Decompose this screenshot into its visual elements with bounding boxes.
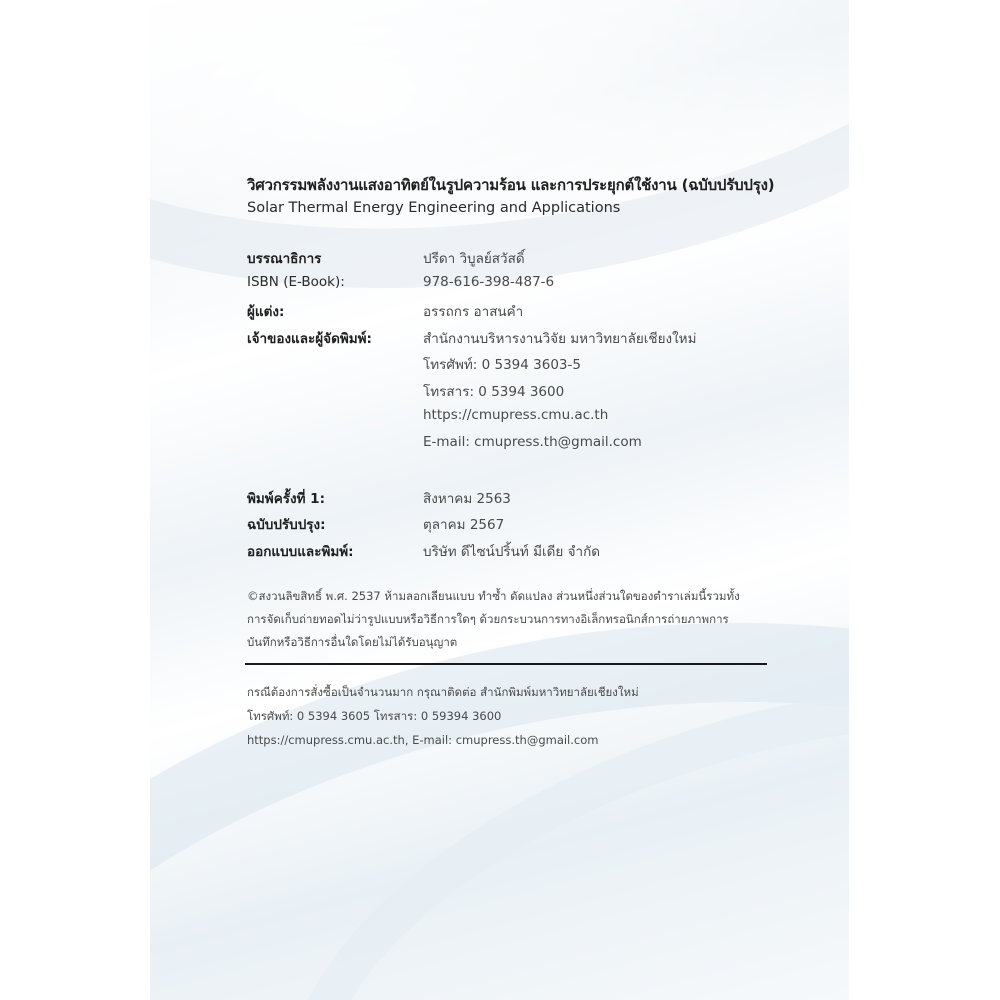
book-page: [150, 0, 849, 1000]
author-label: ผู้แต่ง:: [247, 304, 285, 320]
publisher-email: E-mail: cmupress.th@gmail.com: [423, 434, 642, 450]
footer-line: โทรศัพท์: 0 5394 3605 โทรสาร: 0 59394 3600: [247, 709, 502, 723]
publisher-name: สำนักงานบริหารงานวิจัย มหาวิทยาลัยเชียงใหม่: [423, 331, 697, 347]
order-contact-footer: [247, 680, 639, 752]
revised-value: ตุลาคม 2567: [423, 517, 505, 533]
divider: [245, 663, 767, 665]
first-print-value: สิงหาคม 2563: [423, 491, 511, 507]
author-value: อรรถกร อาสนคำ: [423, 304, 524, 320]
book-title-english: Solar Thermal Energy Engineering and Applications: [247, 200, 621, 216]
isbn-value: 978-616-398-487-6: [423, 274, 555, 290]
editor-label: บรรณาธิการ: [247, 251, 322, 267]
editor-value: ปรีดา วิบูลย์สวัสดิ์: [423, 251, 525, 267]
publisher-fax: โทรสาร: 0 5394 3600: [423, 384, 565, 400]
publisher-label: เจ้าของและผู้จัดพิมพ์:: [247, 331, 372, 347]
book-title-thai: วิศวกรรมพลังงานแสงอาทิตย์ในรูปความร้อน และการประยุกต์ใช้งาน (ฉบับปรับปรุง): [247, 176, 775, 194]
design-print-value: บริษัท ดีไซน์ปริ้นท์ มีเดีย จำกัด: [423, 544, 601, 560]
footer-line: กรณีต้องการสั่งซื้อเป็นจำนวนมาก กรุณาติดต่อ สำนักพิมพ์มหาวิทยาลัยเชียงใหม่: [247, 685, 639, 699]
revised-label: ฉบับปรับปรุง:: [247, 517, 326, 533]
design-print-label: ออกแบบและพิมพ์:: [247, 544, 354, 560]
copyright-line: บันทึกหรือวิธีการอื่นใดโดยไม่ได้รับอนุญาต: [247, 635, 458, 649]
isbn-label: ISBN (E-Book):: [247, 274, 345, 290]
first-print-label: พิมพ์ครั้งที่ 1:: [247, 491, 325, 507]
publisher-website: https://cmupress.cmu.ac.th: [423, 407, 609, 423]
copyright-line: ©สงวนลิขสิทธิ์ พ.ศ. 2537 ห้ามลอกเลียนแบบ ทำซ้ำ ดัดแปลง ส่วนหนึ่งส่วนใดของตำราเล่มนี้รวมทั้ง: [247, 589, 740, 603]
publisher-phone: โทรศัพท์: 0 5394 3603-5: [423, 357, 581, 373]
footer-line: https://cmupress.cmu.ac.th, E-mail: cmupress.th@gmail.com: [247, 733, 599, 747]
copyright-line: การจัดเก็บถ่ายทอดไม่ว่ารูปแบบหรือวิธีการใดๆ ด้วยกระบวนการทางอิเล็กทรอนิกส์การถ่ายภาพการ: [247, 612, 729, 626]
copyright-notice: [247, 585, 769, 654]
